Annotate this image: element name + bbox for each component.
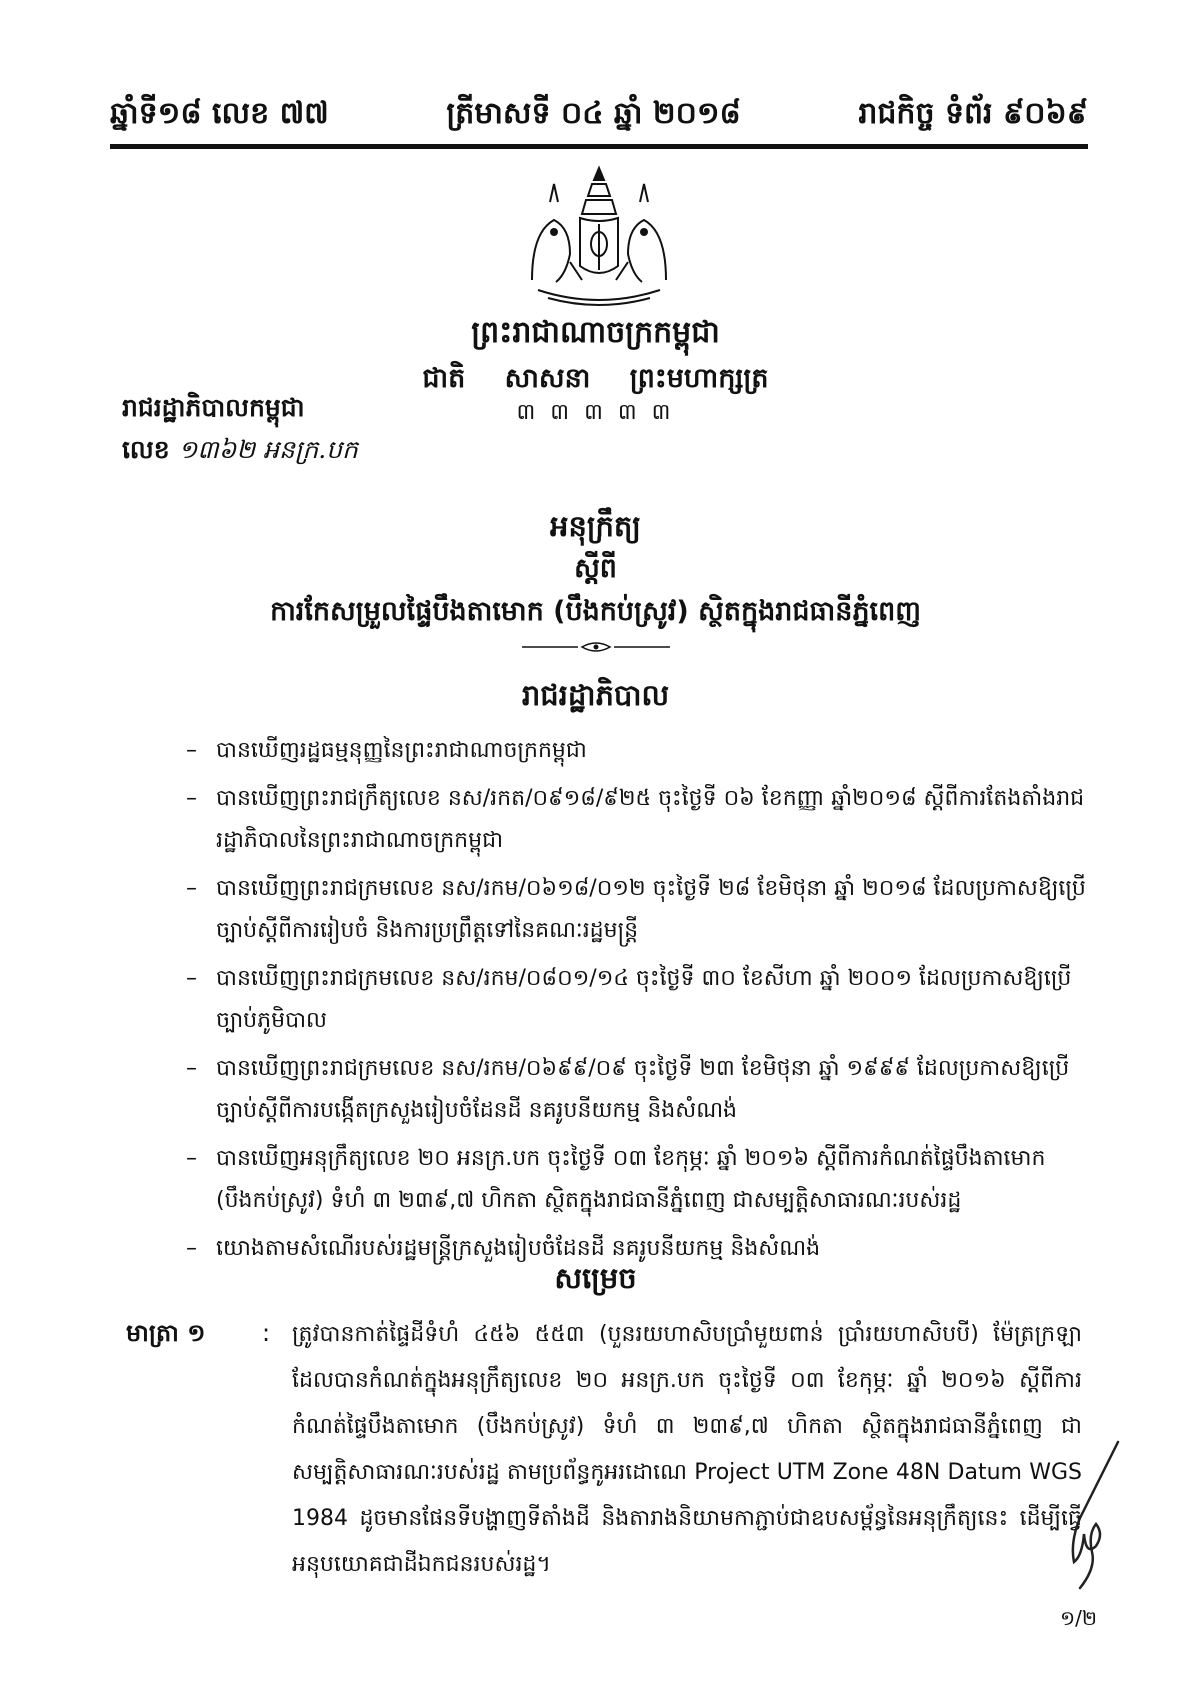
kingdom-name: ព្រះរាជាណាចក្រកម្ពុជា [471,315,720,350]
motto-ornament: ៣ ៣ ៣ ៣ ៣ [516,400,675,425]
list-item [186,778,1096,862]
reference-text: បានឃើញព្រះរាជក្រមលេខ នស/រកម/០៦៩៩/០៩ ចុះថ្ងៃទី ២៣ ខែមិថុនា ឆ្នាំ ១៩៩៩ ដែលប្រកាសឱ្យប្រើច្បាប់ស្តីពីការបង្កើតក្រសួងរៀបចំដែនដី នគរូបនីយកម្ម និងសំណង់ [216,1056,1070,1123]
national-motto: ជាតិ សាសនា ព្រះមហាក្សត្រ [422,363,769,394]
article-colon: : [262,1319,271,1347]
list-dash: – [186,1056,197,1081]
ornamental-divider-icon [522,640,670,654]
signature-mark-icon [1040,1438,1130,1598]
reference-text: បានឃើញព្រះរាជក្រឹត្យលេខ នស/រកត/០៩១៨/៩២៥ ចុះថ្ងៃទី ០៦ ខែកញ្ញា ឆ្នាំ២០១៨ ស្តីពីការតែងតាំងរាជរដ្ឋាភិបាលនៃព្រះរាជាណាចក្រកម្ពុជា [216,786,1085,853]
list-dash: – [186,876,197,901]
gazette-date: ត្រីមាសទី ០៤ ឆ្នាំ ២០១៨ [446,96,741,131]
article-text: ត្រូវបានកាត់ផ្ទៃដីទំហំ ៤៥៦ ៥៥៣ (បួនរយហាសិបប្រាំមួយពាន់ ប្រាំរយហាសិបបី) ម៉ែត្រក្រឡា ដែលបានកំណត់ក្នុងអនុក្រឹត្យលេខ ២០ អនក្រ.បក ចុះថ្ងៃទី ០៣ ខែកុម្ភៈ ឆ្នាំ ២០១៦ ស្តីពីការកំណត់ផ្ទៃបឹងតាមោក (បឹងកប់ស្រូវ) ទំហំ ៣ ២៣៩,៧ ហិកតា ស្ថិតក្នុងរាជធានីភ្នំពេញ ជាសម្បត្តិសាធារណៈរបស់រដ្ឋ តាមប្រព័ន្ធកូអរដោណេ Project UTM Zone 48N Datum WGS 1984 ដូចមានផែនទីបង្ហាញទីតាំងដី និងតារាងនិយាមកាភ្ជាប់ជាឧបសម្ព័ន្ធនៃអនុក្រឹត្យនេះ ដើម្បីធ្វើអនុបយោគជាដីឯកជនរបស់រដ្ឋ។ [292,1322,1082,1577]
list-item [186,958,1096,1042]
list-item [186,1138,1096,1222]
page-number: ១/២ [1060,1606,1098,1630]
reference-list [186,730,1096,1276]
list-item [186,730,1096,772]
article-label: មាត្រា ១ [126,1319,206,1347]
list-item [186,1048,1096,1132]
royal-coat-of-arms-icon [510,162,688,310]
document-number-label: លេខ [122,435,170,464]
decision-heading: សម្រេច [554,1261,637,1295]
gazette-page: រាជកិច្ច ទំព័រ ៩០៦៩ [858,96,1088,131]
list-dash: – [186,1236,197,1261]
reference-text: បានឃើញព្រះរាជក្រមលេខ នស/រកម/០៨០១/១៤ ចុះថ្ងៃទី ៣០ ខែសីហា ឆ្នាំ ២០០១ ដែលប្រកាសឱ្យប្រើច្បាប់ភូមិបាល [216,966,1072,1033]
document-number [122,432,358,468]
gazette-year-issue: ឆ្នាំទី១៨ លេខ ៧៧ [110,96,329,131]
gazette-header [110,92,1088,136]
list-item [186,868,1096,952]
government-heading: រាជរដ្ឋាភិបាល [521,678,670,712]
list-dash: – [186,966,197,991]
title-about: ស្តីពី [574,553,617,584]
reference-text: បានឃើញរដ្ឋធម្មនុញ្ញនៃព្រះរាជាណាចក្រកម្ពុជា [216,738,587,763]
document-title: ការកែសម្រួលផ្ទៃបឹងតាមោក (បឹងកប់ស្រូវ) ស្ថិតក្នុងរាជធានីភ្នំពេញ [270,596,921,627]
issuer-name: រាជរដ្ឋាភិបាលកម្ពុជា [122,393,305,422]
reference-text: បានឃើញអនុក្រឹត្យលេខ ២០ អនក្រ.បក ចុះថ្ងៃទី ០៣ ខែកុម្ភៈ ឆ្នាំ ២០១៦ ស្តីពីការកំណត់ផ្ទៃបឹងតាមោក (បឹងកប់ស្រូវ) ទំហំ ៣ ២៣៩,៧ ហិកតា ស្ថិតក្នុងរាជធានីភ្នំពេញ ជាសម្បត្តិសាធារណៈរបស់រដ្ឋ [216,1146,1046,1213]
list-dash: – [186,786,197,811]
list-dash: – [186,1146,197,1171]
list-dash: – [186,738,197,763]
document-number-value: ១៣៦២ អនក្រ.បក [178,435,358,464]
reference-text: បានឃើញព្រះរាជក្រមលេខ នស/រកម/០៦១៨/០១២ ចុះថ្ងៃទី ២៨ ខែមិថុនា ឆ្នាំ ២០១៨ ដែលប្រកាសឱ្យប្រើច្បាប់ស្តីពីការរៀបចំ និងការប្រព្រឹត្តទៅនៃគណៈរដ្ឋមន្ត្រី [216,876,1086,943]
reference-text: យោងតាមសំណើរបស់រដ្ឋមន្ត្រីក្រសួងរៀបចំដែនដី នគរូបនីយកម្ម និងសំណង់ [216,1236,821,1261]
document-type: អនុក្រឹត្យ [550,509,641,543]
header-rule [110,144,1088,149]
